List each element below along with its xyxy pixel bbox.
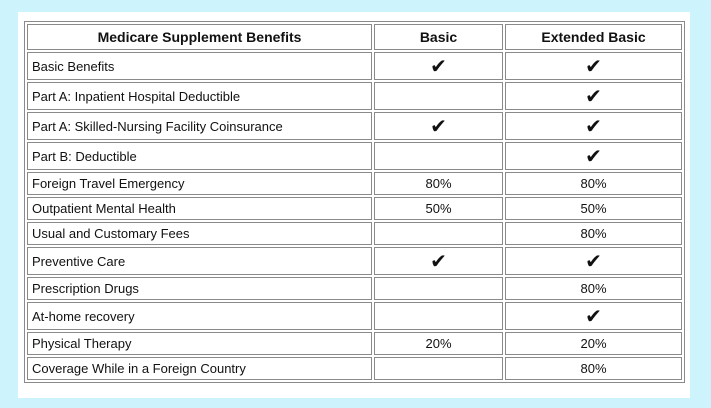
- benefit-name: At-home recovery: [27, 302, 372, 330]
- extended-basic-value: [505, 247, 682, 275]
- benefit-name: Preventive Care: [27, 247, 372, 275]
- extended-basic-value: [505, 302, 682, 330]
- benefit-name: Basic Benefits: [27, 52, 372, 80]
- extended-basic-value: [505, 142, 682, 170]
- table-row: [27, 357, 682, 380]
- basic-value: [374, 247, 503, 275]
- table-row: [27, 222, 682, 245]
- benefit-name: Part B: Deductible: [27, 142, 372, 170]
- table-row: [27, 112, 682, 140]
- basic-value: [374, 357, 503, 380]
- extended-basic-value: [505, 112, 682, 140]
- extended-basic-value: 80%: [505, 172, 682, 195]
- table-row: [27, 332, 682, 355]
- benefit-name: Part A: Skilled-Nursing Facility Coinsurance: [27, 112, 372, 140]
- table-row: [27, 52, 682, 80]
- check-mark-icon: ✔: [585, 304, 602, 328]
- extended-basic-value: [505, 52, 682, 80]
- header-basic: Basic: [374, 24, 503, 50]
- basic-value: [374, 142, 503, 170]
- check-mark-icon: ✔: [430, 54, 447, 78]
- extended-basic-value: [505, 82, 682, 110]
- extended-basic-value: 80%: [505, 357, 682, 380]
- basic-value: [374, 82, 503, 110]
- benefit-name: Usual and Customary Fees: [27, 222, 372, 245]
- benefit-name: Outpatient Mental Health: [27, 197, 372, 220]
- benefit-name: Foreign Travel Emergency: [27, 172, 372, 195]
- extended-basic-value: 50%: [505, 197, 682, 220]
- check-mark-icon: ✔: [430, 114, 447, 138]
- check-mark-icon: ✔: [585, 144, 602, 168]
- benefit-name: Coverage While in a Foreign Country: [27, 357, 372, 380]
- header-row: [27, 24, 682, 50]
- check-mark-icon: ✔: [585, 54, 602, 78]
- check-mark-icon: ✔: [585, 114, 602, 138]
- table-row: [27, 277, 682, 300]
- table-body: [27, 52, 682, 380]
- basic-value: [374, 222, 503, 245]
- table-row: [27, 302, 682, 330]
- header-extended-basic: Extended Basic: [505, 24, 682, 50]
- extended-basic-value: 80%: [505, 222, 682, 245]
- check-mark-icon: ✔: [585, 84, 602, 108]
- basic-value: 20%: [374, 332, 503, 355]
- extended-basic-value: 20%: [505, 332, 682, 355]
- check-mark-icon: ✔: [430, 249, 447, 273]
- table-row: [27, 197, 682, 220]
- table-row: [27, 82, 682, 110]
- basic-value: [374, 302, 503, 330]
- basic-value: [374, 277, 503, 300]
- basic-value: 50%: [374, 197, 503, 220]
- header-benefits: Medicare Supplement Benefits: [27, 24, 372, 50]
- basic-value: [374, 112, 503, 140]
- content-panel: [18, 12, 690, 398]
- basic-value: [374, 52, 503, 80]
- table-row: [27, 247, 682, 275]
- basic-value: 80%: [374, 172, 503, 195]
- table-row: [27, 172, 682, 195]
- benefit-name: Prescription Drugs: [27, 277, 372, 300]
- benefits-table: [24, 21, 685, 383]
- benefit-name: Physical Therapy: [27, 332, 372, 355]
- table-row: [27, 142, 682, 170]
- benefit-name: Part A: Inpatient Hospital Deductible: [27, 82, 372, 110]
- check-mark-icon: ✔: [585, 249, 602, 273]
- extended-basic-value: 80%: [505, 277, 682, 300]
